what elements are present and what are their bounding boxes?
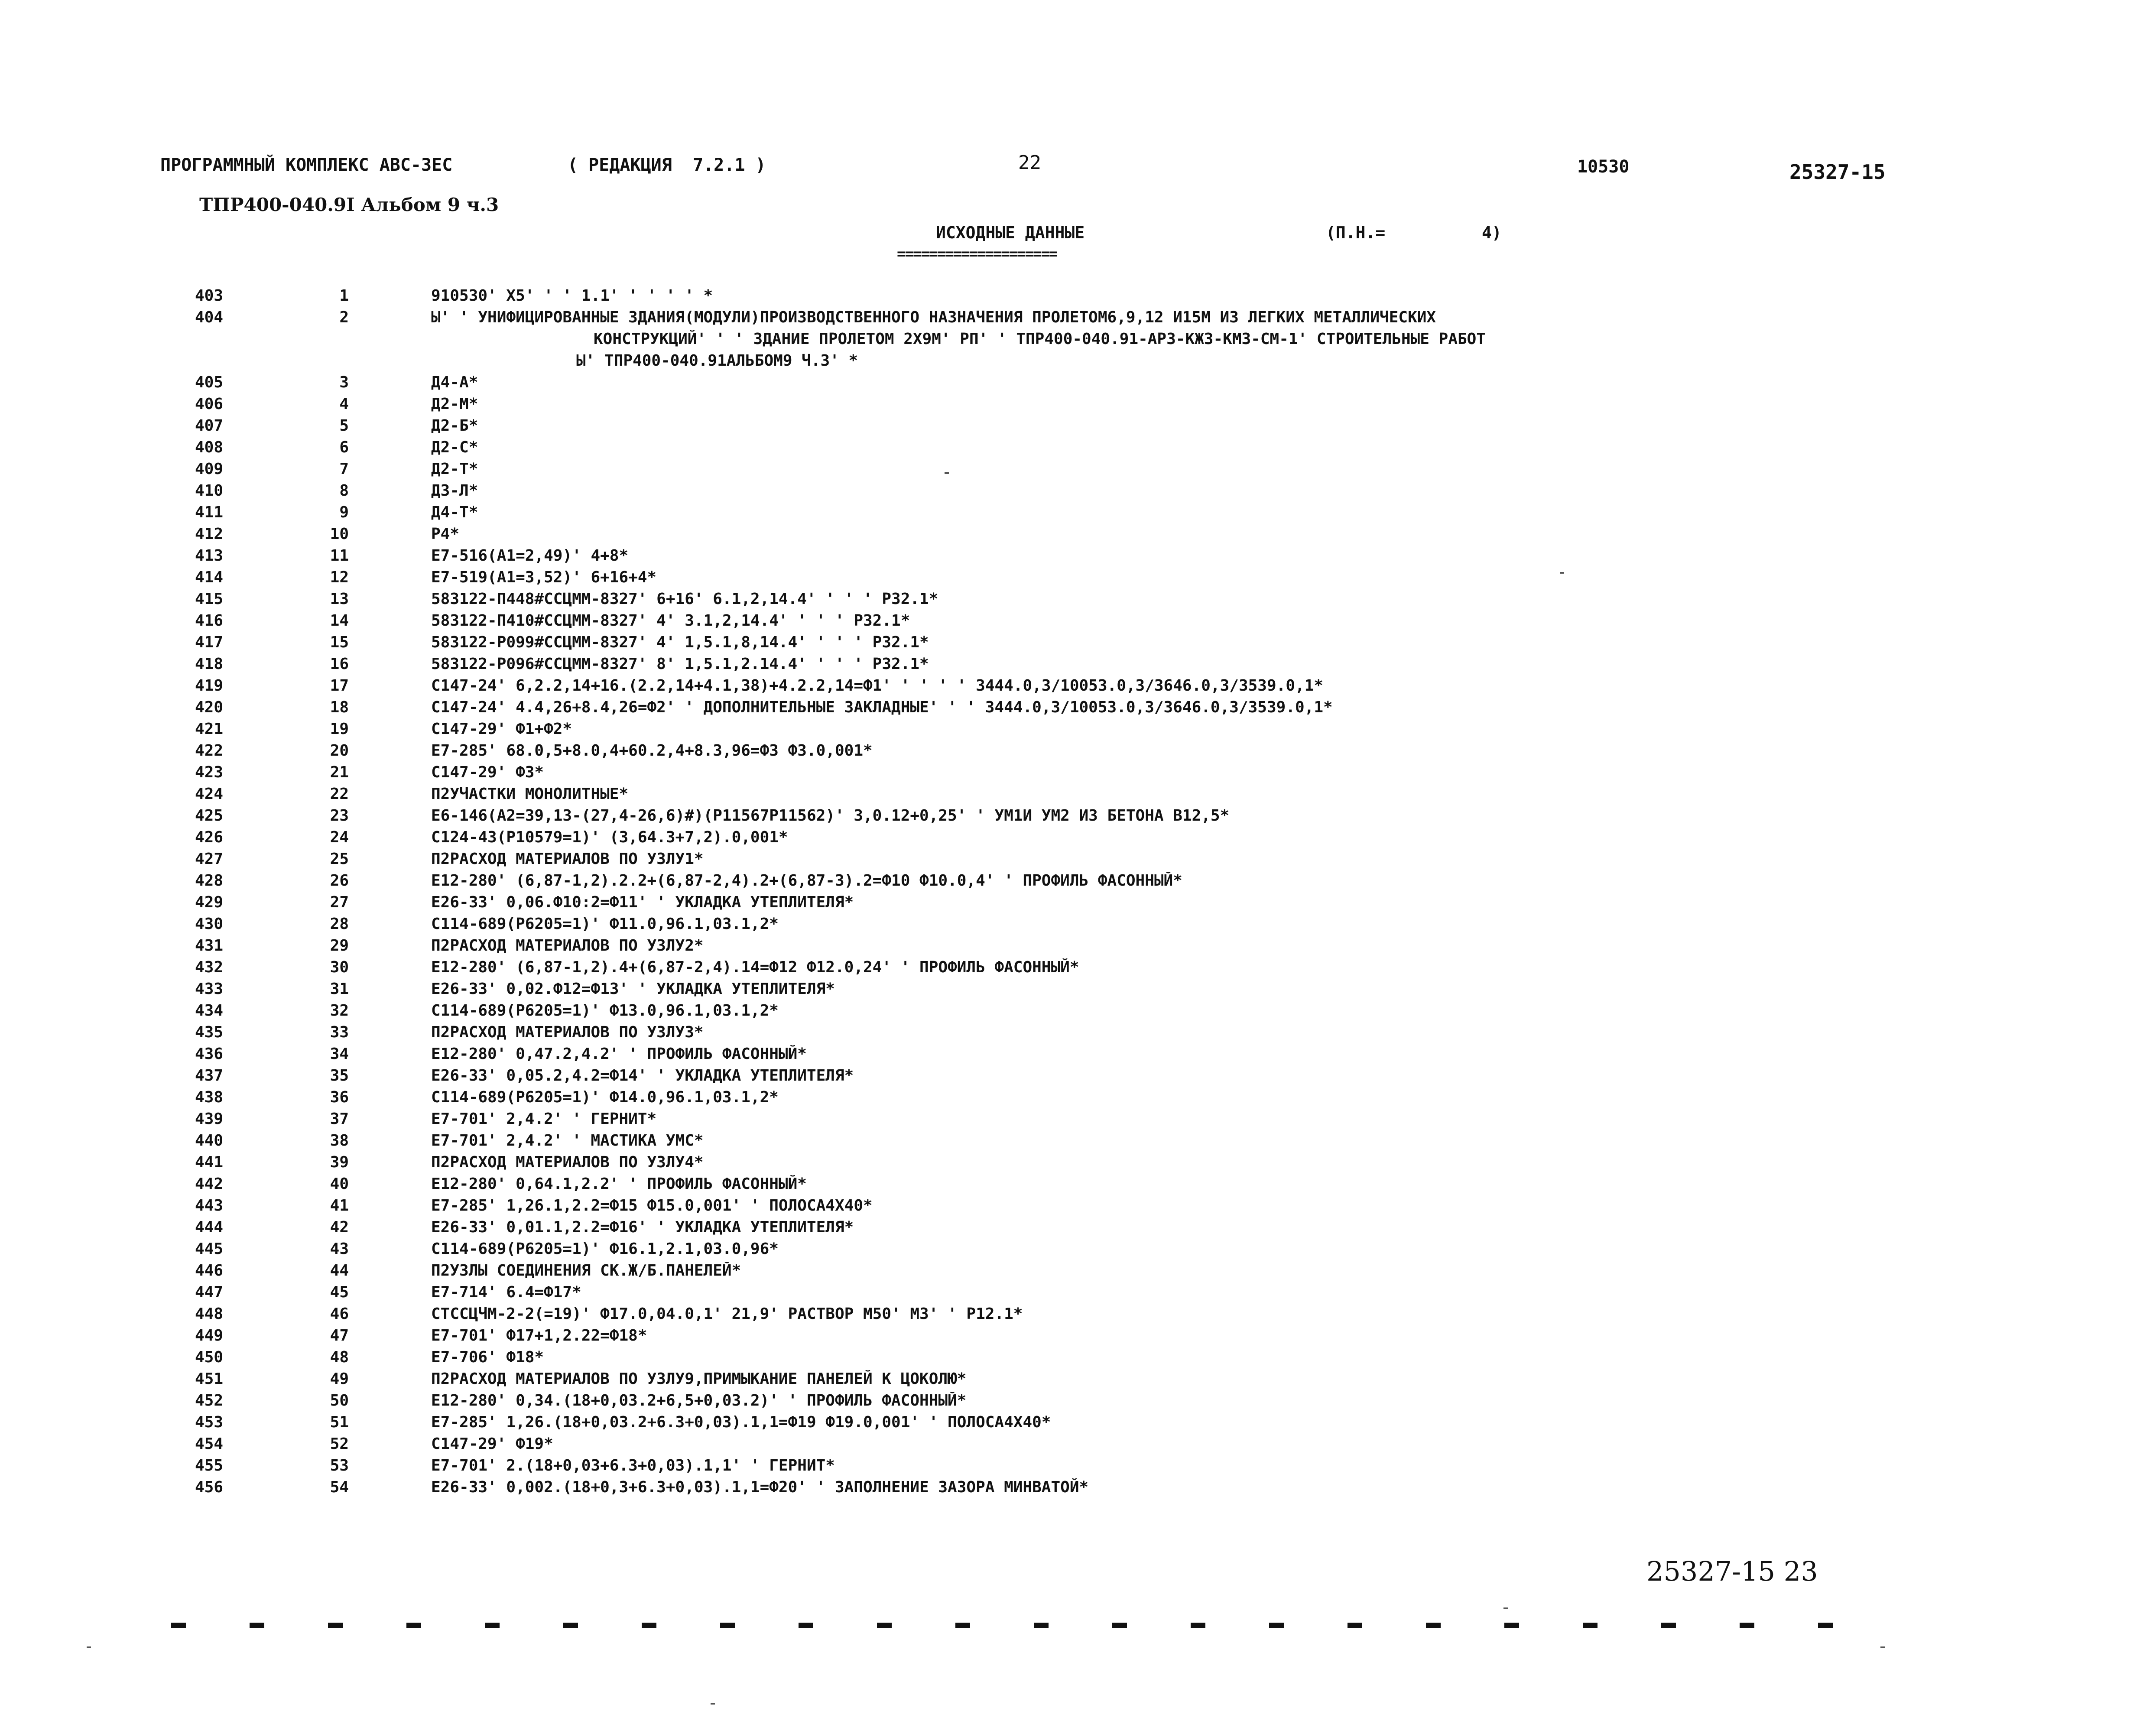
- listing-row: [195, 893, 2067, 915]
- line-number: 449: [195, 1327, 224, 1344]
- registration-stamp: 25327-15: [1789, 160, 1886, 184]
- line-number: 407: [195, 417, 224, 435]
- scan-speck: [1503, 1607, 1508, 1609]
- line-number: 447: [195, 1283, 224, 1301]
- album-label: ТПР400-040.9I Альбом 9 ч.3: [199, 194, 499, 215]
- listing-row: [195, 1435, 2067, 1457]
- statement-text: С124-43(Р10579=1)' (3,64.3+7,2).0,001*: [431, 828, 788, 846]
- statement-number: 9: [339, 503, 349, 521]
- statement-number: 17: [330, 677, 349, 695]
- program-title: ПРОГРАММНЫЙ КОМПЛЕКС АВС-ЗЕС: [160, 155, 453, 175]
- statement-text: Е7-701' 2,4.2' ' ГЕРНИТ*: [431, 1110, 657, 1128]
- line-number: 446: [195, 1262, 224, 1279]
- listing-row: [195, 937, 2067, 958]
- separator-dash: [406, 1623, 421, 1628]
- listing-row: [195, 308, 2067, 330]
- statement-number: 4: [339, 395, 349, 413]
- line-number: 439: [195, 1110, 224, 1128]
- separator-dash: [1661, 1623, 1676, 1628]
- listing-row: [195, 1067, 2067, 1088]
- statement-number: 16: [330, 655, 349, 673]
- line-number: 425: [195, 807, 224, 825]
- statement-text: Е7-516(А1=2,49)' 4+8*: [431, 547, 629, 565]
- line-number: 410: [195, 482, 224, 500]
- listing-row: [195, 1132, 2067, 1153]
- statement-number: 49: [330, 1370, 349, 1388]
- listing-row: [195, 872, 2067, 893]
- statement-number: 19: [330, 720, 349, 738]
- separator-dash: [1112, 1623, 1127, 1628]
- statement-number: 46: [330, 1305, 349, 1323]
- statement-text: П2РАСХОД МАТЕРИАЛОВ ПО УЗЛУ1*: [431, 850, 704, 868]
- listing-row: [195, 655, 2067, 677]
- statement-number: 50: [330, 1392, 349, 1409]
- line-number: 452: [195, 1392, 224, 1409]
- statement-text: П2УЧАСТКИ МОНОЛИТНЫЕ*: [431, 785, 629, 803]
- line-number: 421: [195, 720, 224, 738]
- separator-dash: [485, 1623, 500, 1628]
- document-code: 10530: [1577, 157, 1630, 177]
- statement-text: Е26-33' 0,002.(18+0,3+6.3+0,03).1,1=Ф20' ' ЗАПОЛНЕНИЕ ЗАЗОРА МИНВАТОЙ*: [431, 1478, 1089, 1496]
- line-number: 404: [195, 308, 224, 326]
- statement-number: 38: [330, 1132, 349, 1150]
- statement-number: 2: [339, 308, 349, 326]
- statement-text: Е7-714' 6.4=Ф17*: [431, 1283, 581, 1301]
- statement-text: Е7-285' 1,26.(18+0,03.2+6.3+0,03).1,1=Ф19 Ф19.0,001' ' ПОЛОСА4Х40*: [431, 1413, 1051, 1431]
- statement-text: С114-689(Р6205=1)' Ф11.0,96.1,03.1,2*: [431, 915, 779, 933]
- line-number: 441: [195, 1153, 224, 1171]
- statement-continuation: КОНСТРУКЦИЙ' ' ' ЗДАНИЕ ПРОЛЕТОМ 2Х9М' РП' ' ТПР400-040.91-АР3-КЖ3-КМ3-СМ-1' СТРОИТЕЛЬНЫЕ РАБОТ: [594, 330, 1486, 348]
- listing-row: [195, 1218, 2067, 1240]
- separator-dash: [1034, 1623, 1049, 1628]
- statement-text: Д2-Б*: [431, 417, 478, 435]
- statement-text: Е7-706' Ф18*: [431, 1348, 544, 1366]
- listing-row: [195, 1023, 2067, 1045]
- listing-row: [195, 958, 2067, 980]
- statement-number: 27: [330, 893, 349, 911]
- line-number: 455: [195, 1457, 224, 1474]
- statement-number: 40: [330, 1175, 349, 1193]
- statement-text: Е7-701' 2,4.2' ' МАСТИКА УМС*: [431, 1132, 704, 1150]
- listing-row: [195, 980, 2067, 1002]
- line-number: 431: [195, 937, 224, 955]
- line-number: 442: [195, 1175, 224, 1193]
- statement-number: 24: [330, 828, 349, 846]
- listing-row: [195, 698, 2067, 720]
- statement-text: 910530' Х5' ' ' 1.1' ' ' ' ' *: [431, 287, 713, 305]
- line-number: 440: [195, 1132, 224, 1150]
- statement-text: Е12-280' (6,87-1,2).4+(6,87-2,4).14=Ф12 Ф12.0,24' ' ПРОФИЛЬ ФАСОННЫЙ*: [431, 958, 1079, 976]
- statement-text: Д3-Л*: [431, 482, 478, 500]
- statement-number: 54: [330, 1478, 349, 1496]
- statement-text: П2УЗЛЫ СОЕДИНЕНИЯ СК.Ж/Б.ПАНЕЛЕЙ*: [431, 1262, 741, 1279]
- scan-speck: [87, 1646, 91, 1648]
- listing-row: [195, 807, 2067, 828]
- statement-number: 52: [330, 1435, 349, 1453]
- statement-number: 30: [330, 958, 349, 976]
- statement-text: С147-24' 6,2.2,14+16.(2.2,14+4.1,38)+4.2.2,14=Ф1' ' ' ' ' 3444.0,3/10053.0,3/3646.0,3/3539.0,1*: [431, 677, 1324, 695]
- line-number: 406: [195, 395, 224, 413]
- statement-number: 20: [330, 742, 349, 760]
- line-number: 428: [195, 872, 224, 890]
- listing-row: [195, 633, 2067, 655]
- line-number: 433: [195, 980, 224, 998]
- statement-number: 39: [330, 1153, 349, 1171]
- line-number: 450: [195, 1348, 224, 1366]
- statement-text: 583122-П410#ССЦММ-8327' 4' 3.1,2,14.4' ' ' ' Р32.1*: [431, 612, 910, 630]
- statement-text: Д4-А*: [431, 373, 478, 391]
- separator-dash: [799, 1623, 813, 1628]
- statement-text: 583122-Р096#ССЦММ-8327' 8' 1,5.1,2.14.4' ' ' ' Р32.1*: [431, 655, 929, 673]
- statement-text: П2РАСХОД МАТЕРИАЛОВ ПО УЗЛУ3*: [431, 1023, 704, 1041]
- statement-number: 42: [330, 1218, 349, 1236]
- statement-number: 18: [330, 698, 349, 716]
- statement-text: Д2-М*: [431, 395, 478, 413]
- listing-row: [195, 612, 2067, 633]
- scan-speck: [1880, 1646, 1885, 1648]
- statement-text: Ы' ' УНИФИЦИРОВАННЫЕ ЗДАНИЯ(МОДУЛИ)ПРОИЗВОДСТВЕННОГО НАЗНАЧЕНИЯ ПРОЛЕТОМ6,9,12 И15М ИЗ ЛЕГКИХ МЕТАЛЛИЧЕСКИХ: [431, 308, 1436, 326]
- statement-number: 10: [330, 525, 349, 543]
- listing-row: [195, 677, 2067, 698]
- line-number: 403: [195, 287, 224, 305]
- statement-number: 29: [330, 937, 349, 955]
- listing-row: [195, 1153, 2067, 1175]
- statement-text: Д2-Т*: [431, 460, 478, 478]
- line-number: 444: [195, 1218, 224, 1236]
- statement-number: 44: [330, 1262, 349, 1279]
- statement-number: 26: [330, 872, 349, 890]
- edition-label: ( РЕДАКЦИЯ 7.2.1 ): [568, 155, 766, 175]
- listing-row: [195, 1457, 2067, 1478]
- line-number: 416: [195, 612, 224, 630]
- statement-number: 15: [330, 633, 349, 651]
- statement-text: С147-29' Ф19*: [431, 1435, 553, 1453]
- line-number: 451: [195, 1370, 224, 1388]
- statement-text: С114-689(Р6205=1)' Ф14.0,96.1,03.1,2*: [431, 1088, 779, 1106]
- listing-row: [195, 1175, 2067, 1197]
- listing-row: [195, 417, 2067, 438]
- statement-number: 23: [330, 807, 349, 825]
- statement-number: 47: [330, 1327, 349, 1344]
- statement-number: 8: [339, 482, 349, 500]
- statement-text: Е7-285' 68.0,5+8.0,4+60.2,4+8.3,96=Ф3 Ф3.0,001*: [431, 742, 873, 760]
- listing-row: [195, 1110, 2067, 1132]
- line-number: 418: [195, 655, 224, 673]
- listing-row: [195, 785, 2067, 807]
- title-underline: ====================: [897, 245, 1057, 263]
- line-number: 435: [195, 1023, 224, 1041]
- listing-row: [195, 1305, 2067, 1327]
- listing-row: [195, 828, 2067, 850]
- line-number: 443: [195, 1197, 224, 1214]
- listing-row: [195, 460, 2067, 482]
- statement-text: С147-29' Ф3*: [431, 763, 544, 781]
- separator-dash: [171, 1623, 186, 1628]
- separator-dash: [1191, 1623, 1205, 1628]
- listing-row: [195, 1262, 2067, 1283]
- statement-number: 35: [330, 1067, 349, 1085]
- listing-row: [195, 742, 2067, 763]
- listing-row: [195, 482, 2067, 503]
- listing-row: [195, 503, 2067, 525]
- listing-row: [195, 850, 2067, 872]
- statement-text: П2РАСХОД МАТЕРИАЛОВ ПО УЗЛУ9,ПРИМЫКАНИЕ ПАНЕЛЕЙ К ЦОКОЛЮ*: [431, 1370, 967, 1388]
- listing-row: [195, 438, 2067, 460]
- statement-text: Е12-280' 0,47.2,4.2' ' ПРОФИЛЬ ФАСОННЫЙ*: [431, 1045, 807, 1063]
- statement-text: 583122-П448#ССЦММ-8327' 6+16' 6.1,2,14.4' ' ' ' Р32.1*: [431, 590, 938, 608]
- statement-number: 41: [330, 1197, 349, 1214]
- statement-number: 13: [330, 590, 349, 608]
- statement-number: 21: [330, 763, 349, 781]
- listing-row: [195, 525, 2067, 547]
- statement-text: Е7-701' Ф17+1,2.22=Ф18*: [431, 1327, 647, 1344]
- statement-number: 31: [330, 980, 349, 998]
- line-number: 415: [195, 590, 224, 608]
- line-number: 437: [195, 1067, 224, 1085]
- separator-dash: [720, 1623, 735, 1628]
- pn-label: (П.Н.=: [1326, 223, 1386, 242]
- line-number: 419: [195, 677, 224, 695]
- line-number: 423: [195, 763, 224, 781]
- separator-dash: [1504, 1623, 1519, 1628]
- statement-number: 11: [330, 547, 349, 565]
- statement-text: С147-29' Ф1+Ф2*: [431, 720, 572, 738]
- pn-value: 4): [1482, 223, 1502, 242]
- statement-text: Е7-285' 1,26.1,2.2=Ф15 Ф15.0,001' ' ПОЛОСА4Х40*: [431, 1197, 873, 1214]
- statement-continuation: Ы' ТПР400-040.91АЛЬБОМ9 Ч.3' *: [576, 352, 858, 370]
- statement-number: 36: [330, 1088, 349, 1106]
- line-number: 434: [195, 1002, 224, 1020]
- statement-text: Е26-33' 0,05.2,4.2=Ф14' ' УКЛАДКА УТЕПЛИТЕЛЯ*: [431, 1067, 854, 1085]
- separator-dash: [1818, 1623, 1833, 1628]
- separator-dash: [955, 1623, 970, 1628]
- listing-row: [195, 915, 2067, 937]
- listing-row: [195, 1478, 2067, 1500]
- statement-number: 43: [330, 1240, 349, 1258]
- handwritten-note: 25327-15 23: [1646, 1555, 1818, 1587]
- separator-dash: [1269, 1623, 1284, 1628]
- listing-row: [195, 1002, 2067, 1023]
- line-number: 453: [195, 1413, 224, 1431]
- line-number: 448: [195, 1305, 224, 1323]
- statement-text: П2РАСХОД МАТЕРИАЛОВ ПО УЗЛУ2*: [431, 937, 704, 955]
- statement-text: Е12-280' 0,64.1,2.2' ' ПРОФИЛЬ ФАСОННЫЙ*: [431, 1175, 807, 1193]
- line-number: 445: [195, 1240, 224, 1258]
- scan-speck: [711, 1703, 715, 1705]
- line-number: 429: [195, 893, 224, 911]
- line-number: 424: [195, 785, 224, 803]
- listing-row: [195, 1327, 2067, 1348]
- statement-text: С114-689(Р6205=1)' Ф16.1,2.1,03.0,96*: [431, 1240, 779, 1258]
- statement-number: 51: [330, 1413, 349, 1431]
- scan-speck: [945, 472, 949, 474]
- statement-text: С114-689(Р6205=1)' Ф13.0,96.1,03.1,2*: [431, 1002, 779, 1020]
- line-number: 422: [195, 742, 224, 760]
- statement-number: 28: [330, 915, 349, 933]
- listing-row: [195, 1045, 2067, 1067]
- input-data-listing: [195, 287, 2067, 1500]
- line-number: 412: [195, 525, 224, 543]
- statement-number: 6: [339, 438, 349, 456]
- listing-row: [195, 1240, 2067, 1262]
- statement-number: 5: [339, 417, 349, 435]
- statement-text: Е6-146(А2=39,13-(27,4-26,6)#)(Р11567Р11562)' 3,0.12+0,25' ' УМ1И УМ2 ИЗ БЕТОНА В12,5*: [431, 807, 1230, 825]
- statement-number: 48: [330, 1348, 349, 1366]
- separator-dash: [642, 1623, 656, 1628]
- statement-text: Д4-Т*: [431, 503, 478, 521]
- statement-number: 22: [330, 785, 349, 803]
- separator-dash: [328, 1623, 343, 1628]
- statement-number: 14: [330, 612, 349, 630]
- statement-text: Е26-33' 0,06.Ф10:2=Ф11' ' УКЛАДКА УТЕПЛИТЕЛЯ*: [431, 893, 854, 911]
- line-number: 456: [195, 1478, 224, 1496]
- line-number: 432: [195, 958, 224, 976]
- listing-row: [195, 395, 2067, 417]
- separator-dash: [1426, 1623, 1441, 1628]
- line-number: 413: [195, 547, 224, 565]
- page-separator: [171, 1623, 1852, 1629]
- statement-text: Е12-280' 0,34.(18+0,03.2+6,5+0,03.2)' ' ПРОФИЛЬ ФАСОННЫЙ*: [431, 1392, 967, 1409]
- statement-number: 25: [330, 850, 349, 868]
- statement-number: 32: [330, 1002, 349, 1020]
- statement-number: 45: [330, 1283, 349, 1301]
- statement-number: 33: [330, 1023, 349, 1041]
- listing-row: [195, 287, 2067, 308]
- separator-dash: [563, 1623, 578, 1628]
- listing-row: [195, 547, 2067, 568]
- line-number: 426: [195, 828, 224, 846]
- statement-text: Р4*: [431, 525, 460, 543]
- statement-text: 583122-Р099#ССЦММ-8327' 4' 1,5.1,8,14.4' ' ' ' Р32.1*: [431, 633, 929, 651]
- line-number: 417: [195, 633, 224, 651]
- separator-dash: [1348, 1623, 1362, 1628]
- line-number: 409: [195, 460, 224, 478]
- statement-number: 34: [330, 1045, 349, 1063]
- listing-continuation-row: [195, 352, 2067, 373]
- line-number: 408: [195, 438, 224, 456]
- statement-number: 37: [330, 1110, 349, 1128]
- listing-row: [195, 1197, 2067, 1218]
- separator-dash: [877, 1623, 892, 1628]
- listing-row: [195, 373, 2067, 395]
- statement-text: С147-24' 4.4,26+8.4,26=Ф2' ' ДОПОЛНИТЕЛЬНЫЕ ЗАКЛАДНЫЕ' ' ' 3444.0,3/10053.0,3/3646.0,3/3539.0,1*: [431, 698, 1333, 716]
- listing-row: [195, 1392, 2067, 1413]
- statement-text: Д2-С*: [431, 438, 478, 456]
- listing-row: [195, 590, 2067, 612]
- listing-row: [195, 1348, 2067, 1370]
- statement-number: 53: [330, 1457, 349, 1474]
- listing-row: [195, 763, 2067, 785]
- statement-number: 1: [339, 287, 349, 305]
- listing-row: [195, 1413, 2067, 1435]
- statement-number: 7: [339, 460, 349, 478]
- line-number: 436: [195, 1045, 224, 1063]
- line-number: 405: [195, 373, 224, 391]
- separator-dash: [250, 1623, 264, 1628]
- page-number: 22: [1018, 152, 1041, 174]
- separator-dash: [1583, 1623, 1598, 1628]
- listing-row: [195, 1088, 2067, 1110]
- line-number: 420: [195, 698, 224, 716]
- listing-row: [195, 720, 2067, 742]
- statement-text: СТССЦЧМ-2-2(=19)' Ф17.0,04.0,1' 21,9' РАСТВОР М50' М3' ' Р12.1*: [431, 1305, 1023, 1323]
- statement-text: Е26-33' 0,01.1,2.2=Ф16' ' УКЛАДКА УТЕПЛИТЕЛЯ*: [431, 1218, 854, 1236]
- listing-continuation-row: [195, 330, 2067, 352]
- listing-row: [195, 1370, 2067, 1392]
- scan-speck: [1560, 572, 1564, 574]
- statement-number: 3: [339, 373, 349, 391]
- statement-text: Е26-33' 0,02.Ф12=Ф13' ' УКЛАДКА УТЕПЛИТЕЛЯ*: [431, 980, 835, 998]
- listing-row: [195, 1283, 2067, 1305]
- statement-number: 12: [330, 568, 349, 586]
- listing-row: [195, 568, 2067, 590]
- line-number: 414: [195, 568, 224, 586]
- line-number: 430: [195, 915, 224, 933]
- line-number: 438: [195, 1088, 224, 1106]
- separator-dash: [1740, 1623, 1754, 1628]
- section-title: ИСХОДНЫЕ ДАННЫЕ: [936, 223, 1085, 242]
- statement-text: Е7-701' 2.(18+0,03+6.3+0,03).1,1' ' ГЕРНИТ*: [431, 1457, 835, 1474]
- statement-text: Е12-280' (6,87-1,2).2.2+(6,87-2,4).2+(6,87-3).2=Ф10 Ф10.0,4' ' ПРОФИЛЬ ФАСОННЫЙ*: [431, 872, 1182, 890]
- statement-text: Е7-519(А1=3,52)' 6+16+4*: [431, 568, 657, 586]
- statement-text: П2РАСХОД МАТЕРИАЛОВ ПО УЗЛУ4*: [431, 1153, 704, 1171]
- line-number: 427: [195, 850, 224, 868]
- line-number: 411: [195, 503, 224, 521]
- line-number: 454: [195, 1435, 224, 1453]
